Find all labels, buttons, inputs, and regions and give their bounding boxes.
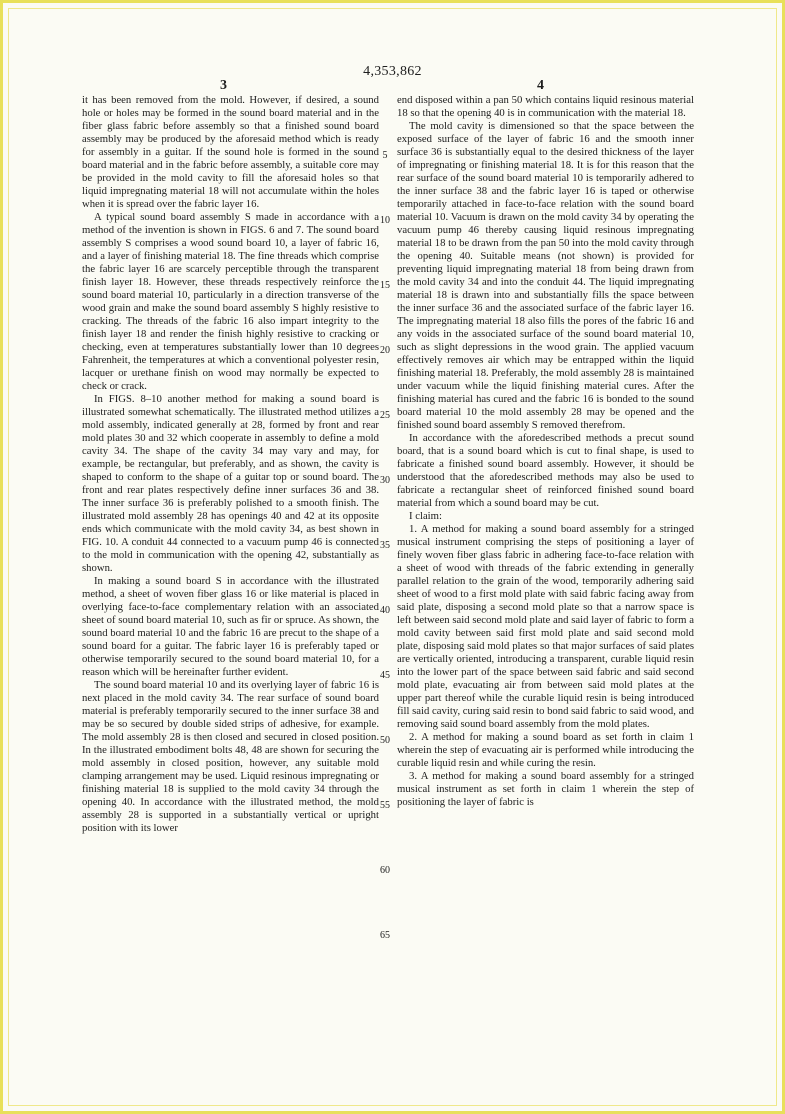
paragraph: end disposed within a pan 50 which contains liquid resinous material 18 so that the opening 40 is in communication with the material 18. bbox=[397, 94, 694, 119]
right-column-number: 4 bbox=[537, 78, 544, 93]
left-column-number: 3 bbox=[220, 78, 227, 93]
left-column bbox=[82, 94, 379, 835]
paragraph: In FIGS. 8–10 another method for making a sound board is illustrated somewhat schematically. The illustrated method utilizes a mold assembly, indicated generally at 28, formed by front and rear mold plates 30 and 32 which cooperate in assembly to define a mold cavity 34. The shape of the cavity 34 may vary and may, for example, be rectangular, but preferably, and as shown, the cavity is shaped to conform to the shape of a guitar top or sound board. The front and rear plates respectively define inner surfaces 36 and 38. The inner surface 36 is preferably polished to a smooth finish. The illustrated mold assembly 28 has openings 40 and 42 at its opposite ends which communicate with the mold cavity 34, as best shown in FIG. 10. A conduit 44 connected to a vacuum pump 46 is connected to the mold in communication with the opening 42, substantially as shown. bbox=[82, 393, 379, 574]
line-number: 55 bbox=[380, 800, 390, 811]
line-number: 30 bbox=[380, 475, 390, 486]
claim: 1. A method for making a sound board assembly for a stringed musical instrument comprising the steps of positioning a layer of finely woven fiber glass fabric in adhering face-to-face relation with a sheet of wood with threads of the fabric extending in generally parallel relation to the grain of the wood, temporarily adhering said sheet of wood to a first mold plate with said fabric facing away from said plate, disposing a second mold plate so that a narrow space is left between said second mold plate and said layer of fabric to form a mold cavity between said first mold plate and said second mold plate, disposing said mold plates so that major surfaces of said plates are vertically oriented, introducing a transparent, curable liquid resin into the lower part of the space between said fabric and said second mold plate, evacuating air from between said mold plates at the upper part thereof while the curable liquid resin is being introduced fill said cavity, curing said resin to bond said fabric to said wood, and removing said sound board assembly from the mold plates. bbox=[397, 523, 695, 730]
line-number: 15 bbox=[380, 280, 390, 291]
paragraph: The mold cavity is dimensioned so that the space between the exposed surface of the layer of fabric 16 and the smooth inner surface 36 is substantially equal to the desired thickness of the layer of impregnating or finishing material 18. It is for this reason that the rear surface of the sound board material 10 is temporarily adhered to the inner surface 38 and the fabric layer 16 is taped or otherwise temporarily attached in face-to-face relation with the sound board material 10. Vacuum is drawn on the mold cavity 34 by operating the vacuum pump 46 thereby causing liquid resinous impregnating material 18 to be drawn from the pan 50 into the mold cavity through the opening 40. Suitable means (not shown) is provided for preventing liquid impregnating material 18 from being drawn from the mold cavity 34 and into the conduit 44. The liquid impregnating material 18 is drawn into and substantially fills the space between the inner surface 36 and the associated surface of the fabric layer 16. The impregnating material 18 also fills the pores of the fabric 16 and any voids in the associated surface of the sound board material 10, such as slight depressions in the wood grain. The applied vacuum effectively removes air which may be entrapped within the liquid finishing material 18. Preferably, the mold assembly 28 is maintained under vacuum while the liquid finishing material cures. After the finishing material has cured and the fabric 16 is bonded to the sound board material 10 the mold assembly 28 may be opened and the finished sound board assembly S removed therefrom. bbox=[397, 120, 695, 431]
paragraph: A typical sound board assembly S made in accordance with a method of the invention is shown in FIGS. 6 and 7. The sound board assembly S comprises a wood sound board 10, a layer of fabric 16, and a layer of finishing material 18. The fine threads which comprise the fabric layer 16 are scarcely perceptible through the transparent finish layer 18. However, these threads respectively reinforce the sound board material 10, particularly in a direction transverse of the wood grain and make the sound board assembly S highly resistive to cracking. The threads of the fabric 16 also impart integrity to the finish layer 18 and render the finish highly resistive to cracking or checking, even at temperatures substantially lower than 10 degrees Fahrenheit, the temperatures at which a conventional polyester resin, lacquer or urethane finish on wood may normally be expected to check or crack. bbox=[82, 211, 379, 392]
claim-heading: I claim: bbox=[409, 510, 442, 522]
line-number: 50 bbox=[380, 735, 390, 746]
paragraph: The sound board material 10 and its overlying layer of fabric 16 is next placed in the mold cavity 34. The rear surface of sound board material is preferably temporarily secured to the inner surface 38 and may be so secured by double sided strips of adhesive, for example. The mold assembly 28 is then closed and secured in closed position. In the illustrated embodiment bolts 48, 48 are shown for securing the mold assembly in closed position, however, any suitable mold clamping arrangement may be used. Liquid resinous impregnating or finishing material 18 is supplied to the mold cavity 34 through the opening 40. In accordance with the illustrated method, the mold assembly 28 is supported in a substantially vertical or upright position with its lower bbox=[82, 679, 379, 834]
claim: 2. A method for making a sound board as set forth in claim 1 wherein the step of evacuating air is performed while introducing the curable liquid resin and while curing the resin. bbox=[397, 731, 694, 769]
line-number: 40 bbox=[380, 605, 390, 616]
claim: 3. A method for making a sound board assembly for a stringed musical instrument as set forth in claim 1 wherein the step of positioning the layer of fabric is bbox=[397, 770, 694, 808]
patent-number: 4,353,862 bbox=[363, 64, 422, 79]
paragraph: it has been removed from the mold. However, if desired, a sound hole or holes may be formed in the sound board material and in the fiber glass fabric before assembly so that a finished sound board assembly may be produced by the aforesaid method which is ready for assembly in a guitar. If the sound hole is formed in the sound board material and in the fabric before assembly, a suitable core may be provided in the mold cavity to fill the aforesaid holes so that liquid impregnating material 18 will not accumulate within the holes when it is spread over the fabric layer 16. bbox=[82, 94, 379, 210]
line-number: 45 bbox=[380, 670, 390, 681]
paragraph: In making a sound board S in accordance with the illustrated method, a sheet of woven fiber glass 16 or like material is placed in overlying face-to-face complementary relation with an associated sheet of sound board material 10, such as fir or spruce. As shown, the sound board material 10 and the fabric 16 are precut to the shape of a sound board for a guitar. The fabric layer 16 is preferably taped or otherwise temporarily secured to the sound board material 10, for a reason which will be hereinafter further evident. bbox=[82, 575, 379, 678]
line-number: 65 bbox=[380, 930, 390, 941]
line-number: 10 bbox=[380, 215, 390, 226]
paragraph: In accordance with the aforedescribed methods a precut sound board, that is a sound board which is cut to final shape, is used to fabricate a finished sound board assembly. However, it should be understood that the aforedescribed methods may also be used to fabricate a rectangular sheet of reinforced finished sound board material from which a sound board may be cut. bbox=[397, 432, 694, 509]
right-column bbox=[397, 94, 694, 809]
line-number: 5 bbox=[382, 150, 388, 161]
line-number: 25 bbox=[380, 410, 390, 421]
line-number: 35 bbox=[380, 540, 390, 551]
line-number: 20 bbox=[380, 345, 390, 356]
line-number: 60 bbox=[380, 865, 390, 876]
